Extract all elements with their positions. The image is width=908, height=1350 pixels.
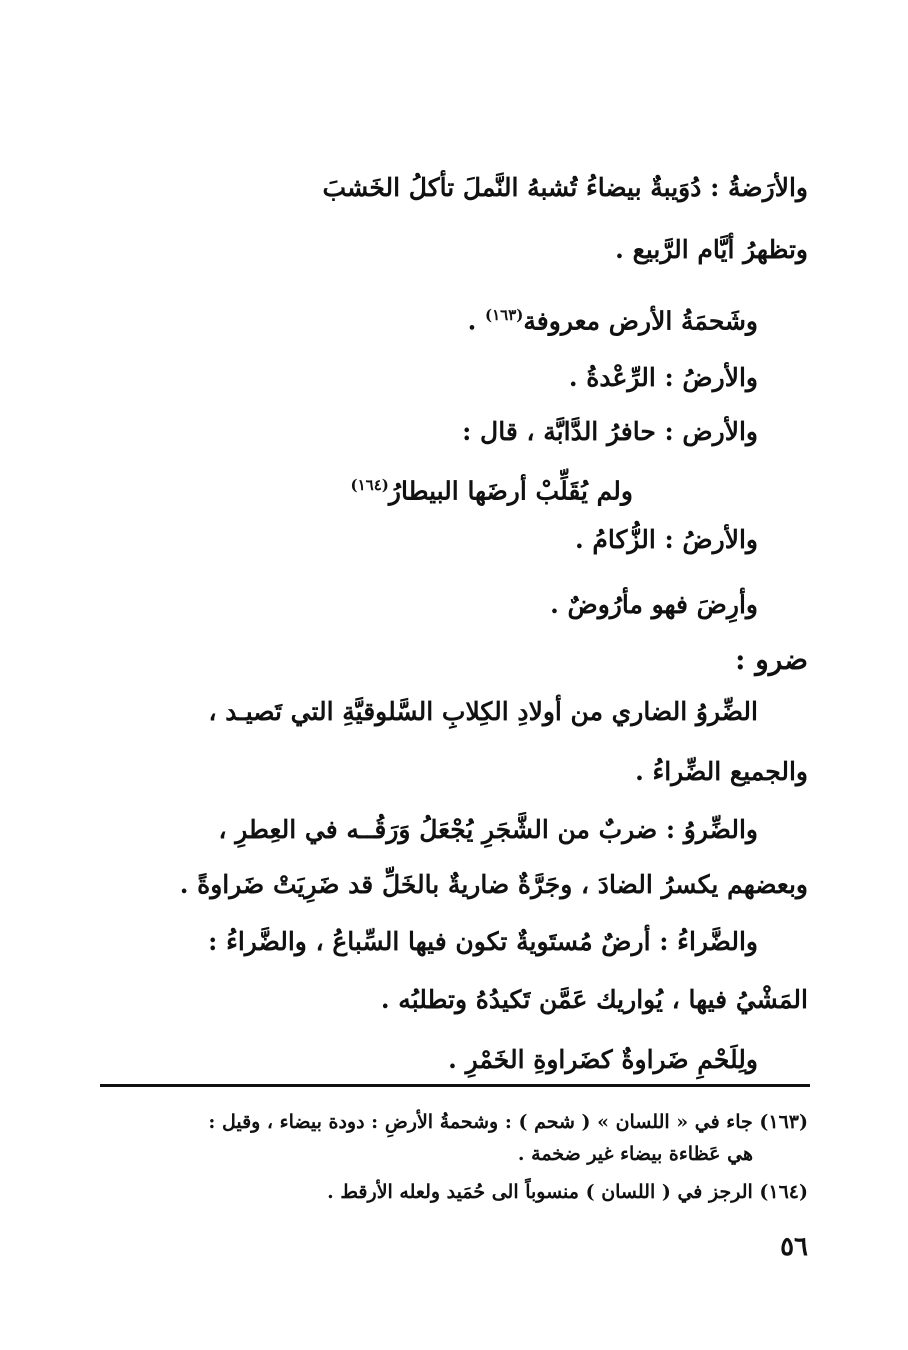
footnote-ref-163: (١٦٣) bbox=[485, 306, 524, 324]
text-line-12: والضِّروُ : ضربٌ من الشَّجَرِ يُجْعَلُ وَرَقُــه في العِطرِ ، bbox=[218, 815, 758, 844]
text-line-10: الضِّروُ الضاري من أولادِ الكِلابِ السَّلوقيَّةِ التي تَصيـد ، bbox=[208, 697, 758, 726]
entry-heading: ضرو : bbox=[735, 643, 808, 676]
page-number: ٥٦ bbox=[780, 1232, 808, 1262]
text-line-3-main: وشَحمَةُ الأرض معروفة bbox=[523, 306, 758, 336]
text-line-3 bbox=[468, 295, 758, 341]
text-line-14: والضَّراءُ : أرضٌ مُستَويةٌ تكون فيها السِّباعُ ، والضَّراءُ : bbox=[208, 927, 758, 956]
text-line-11: والجميع الضِّراءُ . bbox=[635, 757, 808, 786]
text-line-13: وبعضهم يكسرُ الضادَ ، وجَرَّةٌ ضاريةٌ بالخَلِّ قد ضَرِيَتْ ضَراوةً . bbox=[179, 870, 808, 899]
footnote-163-line-2: هي عَظاءة بيضاء غير ضخمة . bbox=[517, 1143, 753, 1165]
footnote-ref-164: (١٦٤) bbox=[350, 476, 389, 494]
text-line-16: ولِلَحْمِ ضَراوةٌ كضَراوةِ الخَمْرِ . bbox=[448, 1045, 758, 1074]
text-line-15: المَشْيُ فيها ، يُواريك عَمَّن تَكيدُهُ وتطلبُه . bbox=[380, 985, 808, 1014]
verse-text: ولم يُقَلِّبْ أرضَها البيطارُ bbox=[388, 476, 633, 506]
footnote-163-line-1: (١٦٣) جاء في « اللسان » ( شحم ) : وشحمةُ الأرضِ : دودة بيضاء ، وقيل : bbox=[208, 1111, 808, 1133]
text-line-8: وأرِضَ فهو مأرُوضٌ . bbox=[550, 590, 758, 619]
footnote-164: (١٦٤) الرجز في ( اللسان ) منسوباً الى حُمَيد ولعله الأرقط . bbox=[327, 1181, 808, 1203]
text-line-5: والأرض : حافرُ الدَّابَّة ، قال : bbox=[462, 417, 758, 446]
text-line-7: والأرضُ : الزُّكامُ . bbox=[575, 525, 758, 554]
footnote-divider bbox=[100, 1084, 810, 1087]
text-line-1: والأرَضةُ : دُوَيبةٌ بيضاءُ تُشبهُ النَّملَ تأكلُ الخَشبَ bbox=[322, 173, 808, 202]
verse-line bbox=[351, 465, 634, 511]
text-line-4: والأرضُ : الرِّعْدةُ . bbox=[568, 363, 758, 392]
text-line-3-end: . bbox=[467, 306, 485, 336]
text-line-2: وتظهرُ أيَّام الرَّبيع . bbox=[615, 235, 808, 264]
